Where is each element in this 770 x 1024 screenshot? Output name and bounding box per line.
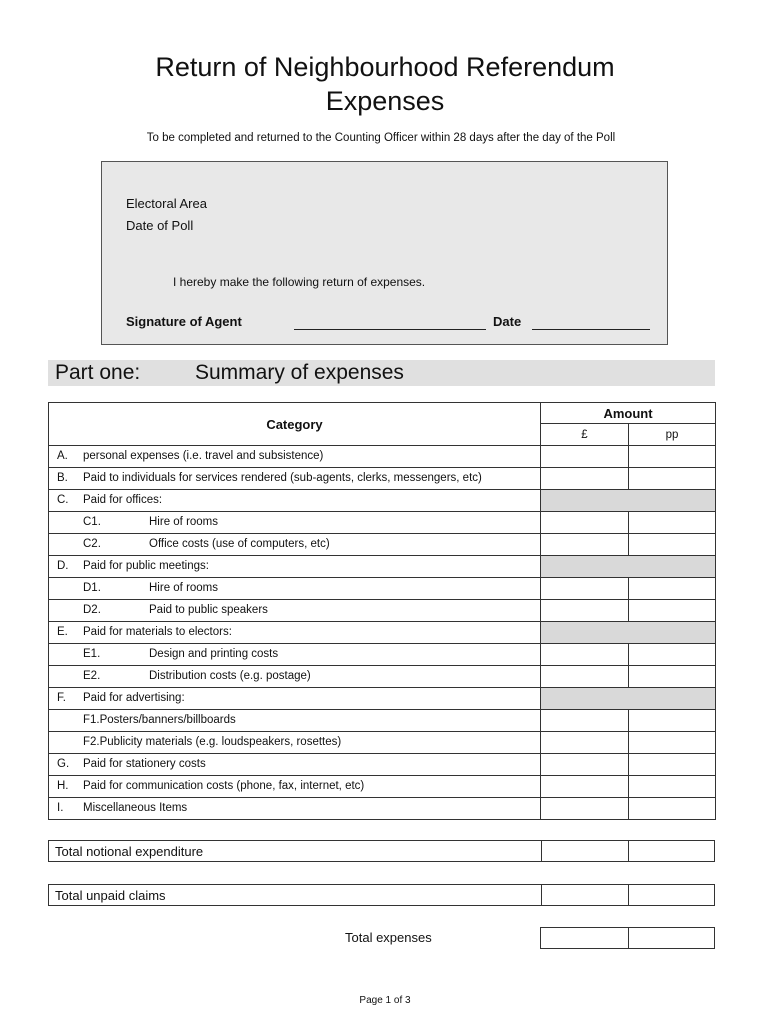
shaded-amount-cell bbox=[541, 490, 716, 512]
pounds-input-cell[interactable] bbox=[541, 534, 629, 556]
row-label: Hire of rooms bbox=[149, 516, 219, 528]
category-cell bbox=[49, 468, 541, 490]
row-label: personal expenses (i.e. travel and subsistence) bbox=[83, 450, 324, 462]
table-row bbox=[49, 534, 716, 556]
pence-input-cell[interactable] bbox=[629, 798, 716, 820]
pounds-input-cell[interactable] bbox=[541, 666, 629, 688]
total-unpaid-label: Total unpaid claims bbox=[55, 888, 166, 903]
row-label: Hire of rooms bbox=[149, 582, 219, 594]
agent-info-box bbox=[101, 161, 668, 345]
pounds-input-cell[interactable] bbox=[541, 710, 629, 732]
category-cell bbox=[49, 754, 541, 776]
amount-header: Amount bbox=[541, 403, 716, 424]
pence-input-cell[interactable] bbox=[629, 666, 716, 688]
table-row bbox=[49, 776, 716, 798]
shaded-amount-cell bbox=[541, 556, 716, 578]
part-label: Part one: bbox=[55, 361, 141, 384]
table-row bbox=[49, 688, 716, 710]
table-row bbox=[49, 578, 716, 600]
category-cell bbox=[49, 798, 541, 820]
pounds-header: £ bbox=[541, 424, 629, 446]
pounds-input-cell[interactable] bbox=[541, 798, 629, 820]
shaded-amount-cell bbox=[541, 622, 716, 644]
row-letter: A. bbox=[57, 450, 68, 462]
category-cell bbox=[49, 534, 541, 556]
row-letter: C. bbox=[57, 494, 69, 506]
total-expenses-pence[interactable] bbox=[628, 928, 715, 948]
total-expenses-label: Total expenses bbox=[345, 930, 432, 945]
row-letter: F. bbox=[57, 692, 66, 704]
pounds-input-cell[interactable] bbox=[541, 512, 629, 534]
pounds-input-cell[interactable] bbox=[541, 754, 629, 776]
page-number: Page 1 of 3 bbox=[359, 995, 411, 1006]
row-label: Paid for advertising: bbox=[83, 692, 185, 704]
row-label: F2.Publicity materials (e.g. loudspeakers, rosettes) bbox=[83, 736, 342, 748]
expenses-table bbox=[48, 402, 716, 820]
total-unpaid-pence[interactable] bbox=[628, 885, 715, 905]
table-row bbox=[49, 644, 716, 666]
total-expenses-box[interactable] bbox=[540, 927, 715, 949]
row-letter: H. bbox=[57, 780, 69, 792]
row-letter: G. bbox=[57, 758, 70, 770]
category-cell bbox=[49, 622, 541, 644]
row-label: Paid for materials to electors: bbox=[83, 626, 232, 638]
date-field[interactable] bbox=[532, 329, 650, 330]
table-row bbox=[49, 666, 716, 688]
instructions: To be completed and returned to the Counting Officer within 28 days after the day of the Poll bbox=[146, 132, 616, 144]
table-row bbox=[49, 468, 716, 490]
signature-field[interactable] bbox=[294, 329, 486, 330]
row-code: D2. bbox=[83, 604, 101, 616]
row-code: C1. bbox=[83, 516, 101, 528]
total-unpaid-pounds[interactable] bbox=[541, 885, 629, 905]
table-row bbox=[49, 490, 716, 512]
total-notional-label: Total notional expenditure bbox=[55, 844, 204, 859]
category-cell bbox=[49, 776, 541, 798]
pence-input-cell[interactable] bbox=[629, 732, 716, 754]
pounds-input-cell[interactable] bbox=[541, 468, 629, 490]
date-of-poll-label: Date of Poll bbox=[126, 218, 194, 233]
category-header: Category bbox=[49, 403, 541, 446]
table-row bbox=[49, 732, 716, 754]
row-letter: E. bbox=[57, 626, 68, 638]
row-label: F1.Posters/banners/billboards bbox=[83, 714, 236, 726]
pence-input-cell[interactable] bbox=[629, 644, 716, 666]
declaration-text: I hereby make the following return of expenses. bbox=[173, 275, 426, 289]
part-one-bar bbox=[48, 360, 715, 386]
table-row bbox=[49, 556, 716, 578]
shaded-amount-cell bbox=[541, 688, 716, 710]
row-label: Paid to public speakers bbox=[149, 604, 268, 616]
table-row bbox=[49, 754, 716, 776]
category-cell bbox=[49, 688, 541, 710]
category-cell bbox=[49, 490, 541, 512]
category-cell bbox=[49, 710, 541, 732]
row-label: Miscellaneous Items bbox=[83, 802, 188, 814]
pounds-input-cell[interactable] bbox=[541, 776, 629, 798]
row-code: E1. bbox=[83, 648, 101, 660]
table-row bbox=[49, 512, 716, 534]
category-cell bbox=[49, 732, 541, 754]
row-label: Distribution costs (e.g. postage) bbox=[149, 670, 311, 682]
date-label: Date bbox=[493, 314, 522, 329]
row-label: Paid to individuals for services rendered (sub-agents, clerks, messengers, etc) bbox=[83, 472, 482, 484]
total-notional-pounds[interactable] bbox=[541, 841, 629, 861]
pence-input-cell[interactable] bbox=[629, 446, 716, 468]
row-code: C2. bbox=[83, 538, 101, 550]
category-cell bbox=[49, 600, 541, 622]
title-line-1: Return of Neighbourhood Referendum bbox=[155, 52, 615, 82]
row-code: D1. bbox=[83, 582, 101, 594]
row-code: E2. bbox=[83, 670, 101, 682]
row-label: Paid for public meetings: bbox=[83, 560, 209, 572]
pence-input-cell[interactable] bbox=[629, 534, 716, 556]
table-row bbox=[49, 622, 716, 644]
table-row bbox=[49, 710, 716, 732]
pence-input-cell[interactable] bbox=[629, 710, 716, 732]
pounds-input-cell[interactable] bbox=[541, 578, 629, 600]
row-letter: D. bbox=[57, 560, 69, 572]
category-cell bbox=[49, 512, 541, 534]
signature-label: Signature of Agent bbox=[126, 314, 242, 329]
title-line-2: Expenses bbox=[325, 86, 445, 116]
pence-input-cell[interactable] bbox=[629, 512, 716, 534]
row-label: Paid for communication costs (phone, fax, internet, etc) bbox=[83, 780, 365, 792]
pence-input-cell[interactable] bbox=[629, 776, 716, 798]
part-heading: Summary of expenses bbox=[195, 361, 404, 384]
category-cell bbox=[49, 666, 541, 688]
pounds-input-cell[interactable] bbox=[541, 644, 629, 666]
pence-input-cell[interactable] bbox=[629, 578, 716, 600]
row-label: Office costs (use of computers, etc) bbox=[149, 538, 330, 550]
row-letter: I. bbox=[57, 802, 64, 814]
total-unpaid-row bbox=[48, 884, 715, 906]
pounds-input-cell[interactable] bbox=[541, 600, 629, 622]
total-notional-row bbox=[48, 840, 715, 862]
pounds-input-cell[interactable] bbox=[541, 446, 629, 468]
category-cell bbox=[49, 578, 541, 600]
document-title bbox=[0, 50, 770, 118]
row-label: Design and printing costs bbox=[149, 648, 279, 660]
total-notional-pence[interactable] bbox=[628, 841, 715, 861]
pence-header: pp bbox=[629, 424, 716, 446]
pence-input-cell[interactable] bbox=[629, 754, 716, 776]
row-label: Paid for offices: bbox=[83, 494, 163, 506]
pence-input-cell[interactable] bbox=[629, 600, 716, 622]
category-cell bbox=[49, 556, 541, 578]
row-letter: B. bbox=[57, 472, 68, 484]
table-row bbox=[49, 446, 716, 468]
category-cell bbox=[49, 446, 541, 468]
row-label: Paid for stationery costs bbox=[83, 758, 206, 770]
category-cell bbox=[49, 644, 541, 666]
pence-input-cell[interactable] bbox=[629, 468, 716, 490]
pounds-input-cell[interactable] bbox=[541, 732, 629, 754]
table-row bbox=[49, 600, 716, 622]
electoral-area-label: Electoral Area bbox=[126, 196, 207, 211]
table-row bbox=[49, 798, 716, 820]
